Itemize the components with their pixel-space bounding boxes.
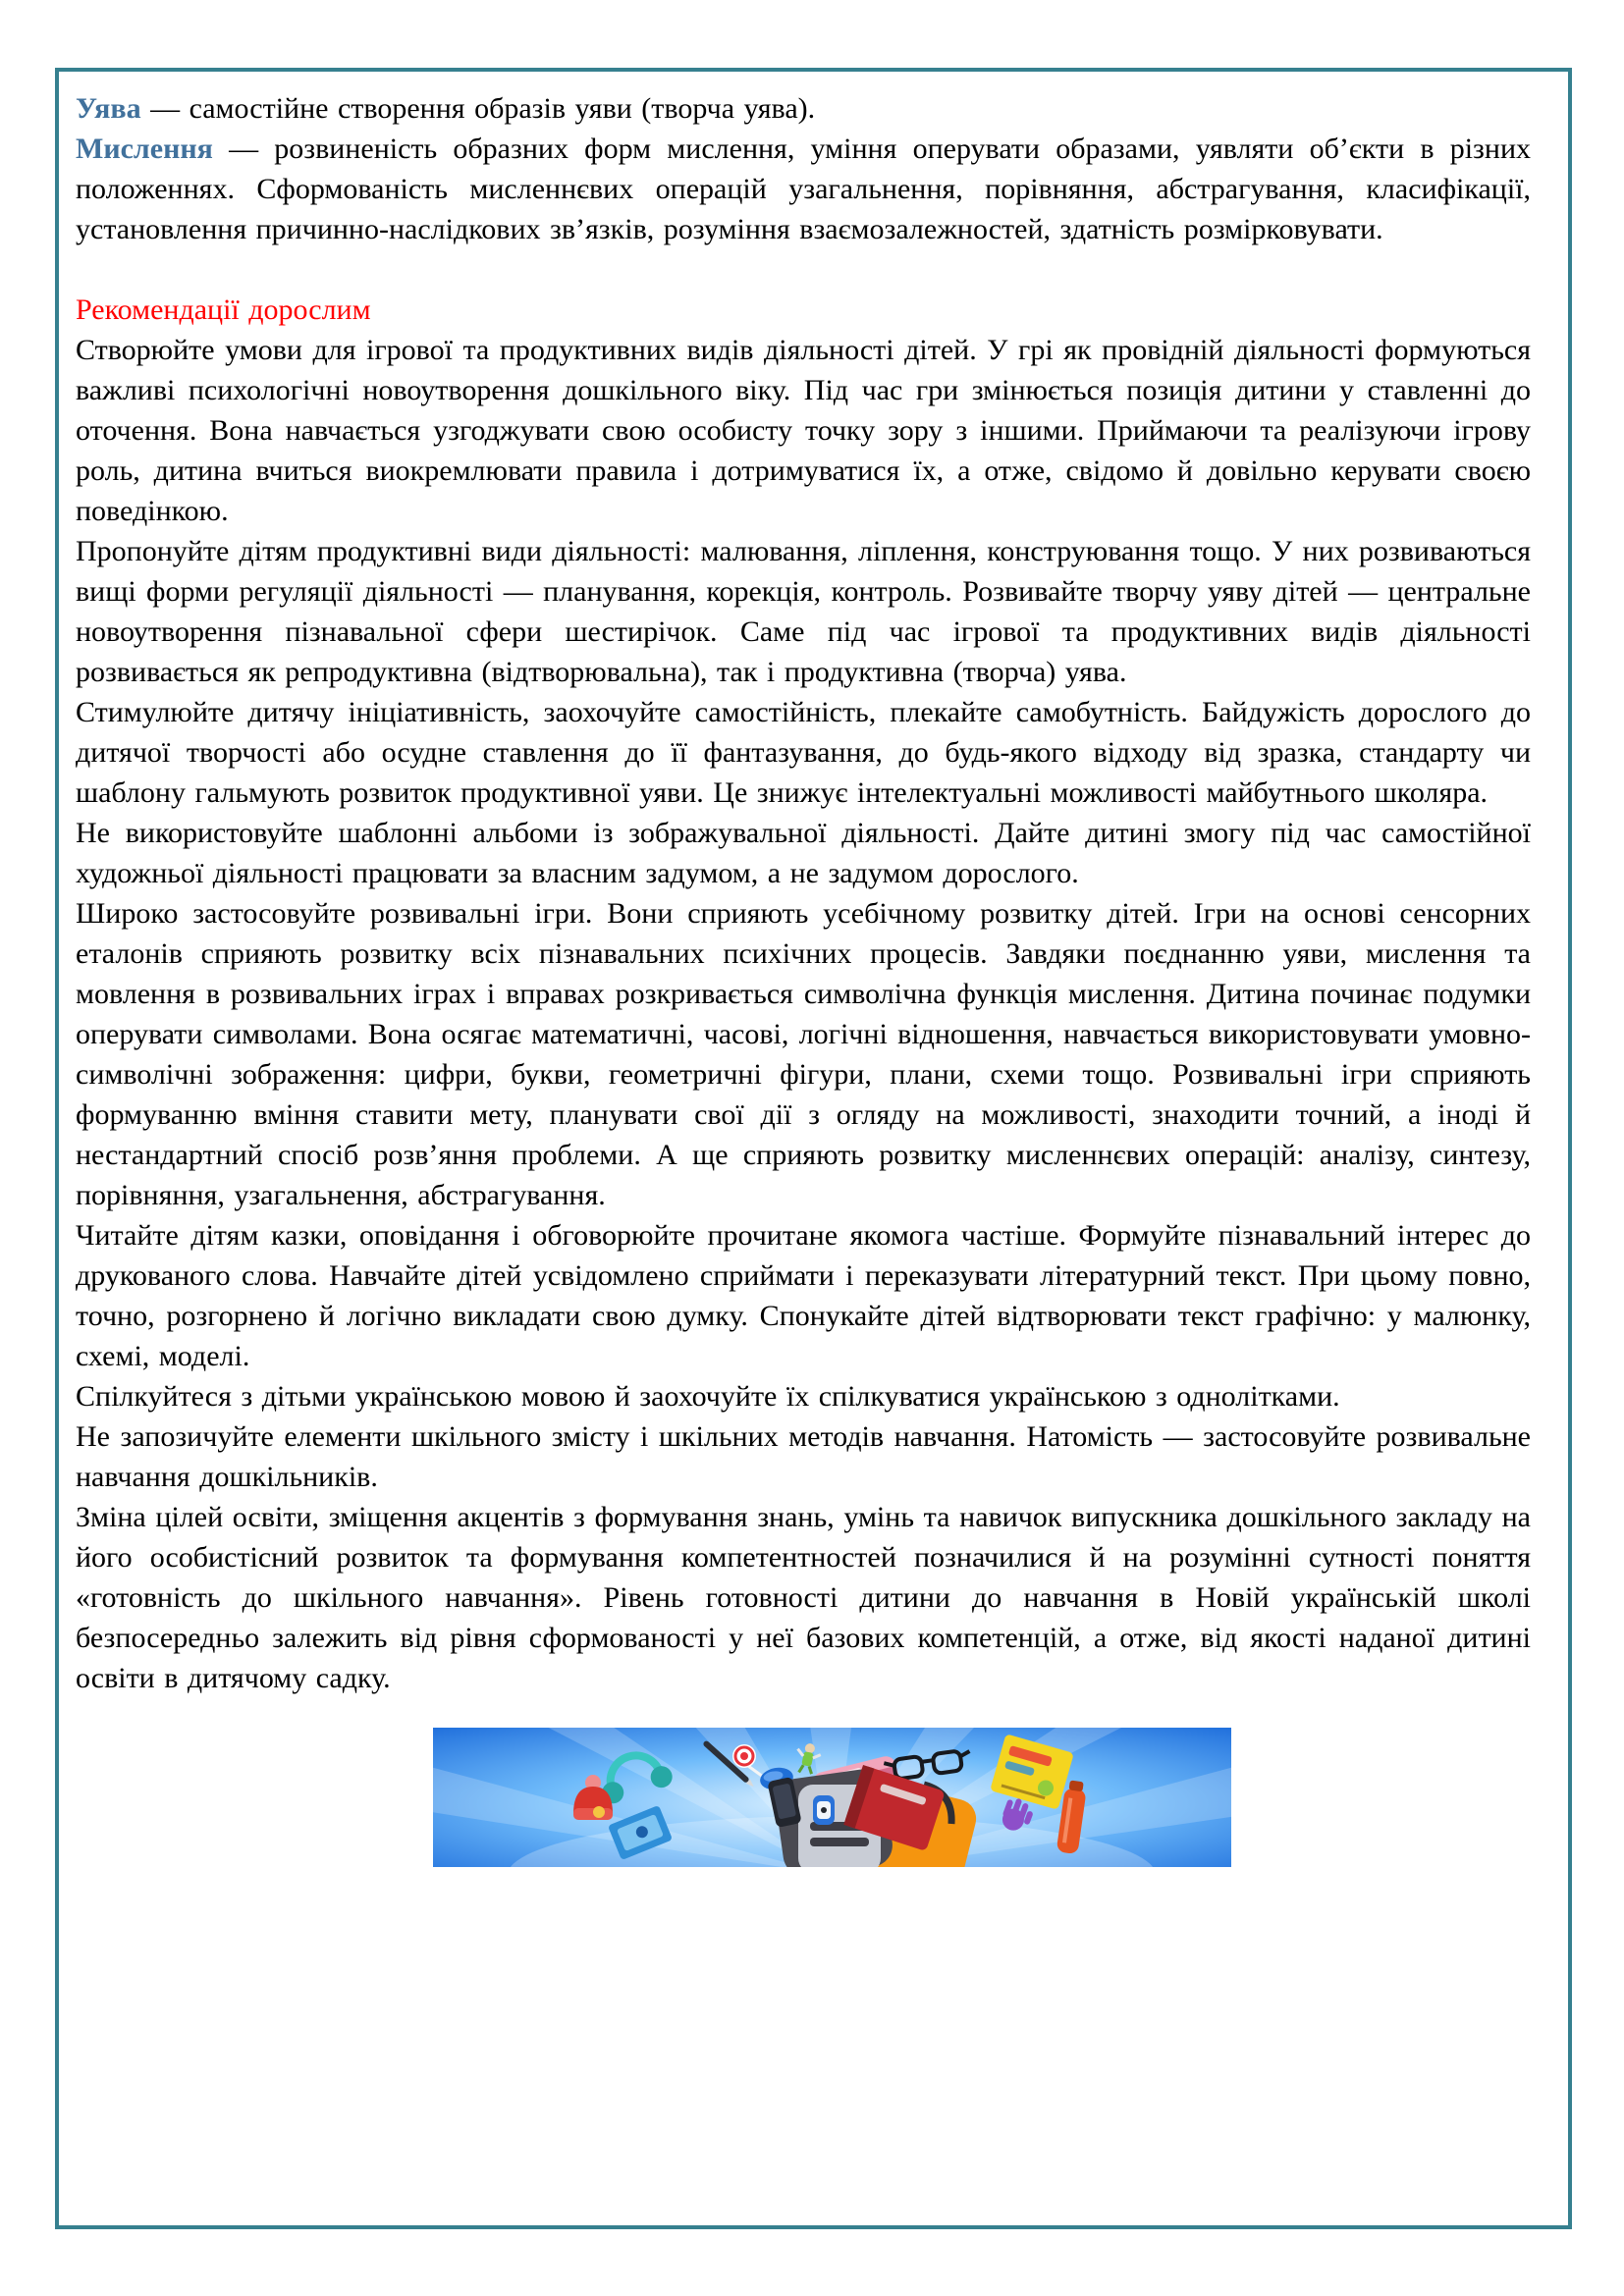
recommendation-paragraph-3: Стимулюйте дитячу ініціативність, заохочуйте самостійність, плекайте самобутність. Байдужість дорослого до дитячої творчості або осудне ставлення до її фантазування, до будь-якого відходу від зразка, стандарту чи шаблону гальмують розвиток продуктивної уяви. Це знижує інтелектуальні можливості майбутнього школяра. [76, 696, 1531, 809]
definition-imagination [76, 88, 1531, 129]
page-border [55, 68, 1572, 2229]
recommendations-heading: Рекомендації дорослим [76, 294, 371, 326]
recommendation-paragraph-8: Не запозичуйте елементи шкільного змісту і шкільних методів навчання. Натомість — застосовуйте розвивальне навчання дошкільників. [76, 1420, 1531, 1493]
recommendation-paragraph-1: Створюйте умови для ігрової та продуктивних видів діяльності дітей. У грі як провідній діяльності формуються важливі психологічні новоутворення дошкільного віку. Під час гри змінюється позиція дитини у ставленні до оточення. Вона навчається узгоджувати свою особисту точку зору з іншими. Приймаючи та реалізуючи ігрову роль, дитина вчиться виокремлювати правила і дотримуватися їх, а отже, свідомо й довільно керувати своєю поведінкою. [76, 334, 1531, 527]
recommendation-paragraph-4: Не використовуйте шаблонні альбоми із зображувальної діяльності. Дайте дитині змогу під час самостійної художньої діяльності працювати за власним задумом, а не задумом дорослого. [76, 817, 1531, 889]
recommendation-paragraph-5: Широко застосовуйте розвивальні ігри. Вони сприяють усебічному розвитку дітей. Ігри на основі сенсорних еталонів сприяють розвитку всіх пізнавальних психічних процесів. Завдяки поєднанню уяви, мислення та мовлення в розвивальних іграх і вправах розкривається символічна функція мислення. Дитина починає подумки оперувати символами. Вона осягає математичні, часові, логічні відношення, навчається використовувати умовно-символічні зображення: цифри, букви, геометричні фігури, плани, схеми тощо. Розвивальні ігри сприяють формуванню вміння ставити мету, планувати свої дії з огляду на можливості, знаходити точний, а іноді й нестандартний спосіб розв’яння проблеми. А ще сприяють розвитку мисленнєвих операцій: аналізу, синтезу, порівняння, узагальнення, абстрагування. [76, 897, 1531, 1211]
school-supplies-banner-image [433, 1728, 1231, 1867]
term-imagination: Уява [76, 92, 141, 125]
school-supplies-banner [433, 1728, 1231, 1867]
recommendation-paragraph-9: Зміна цілей освіти, зміщення акцентів з формування знань, умінь та навичок випускника дошкільного закладу на його особистісний розвиток та формування компетентностей позначилися й на розумінні сутності поняття «готовність до шкільного навчання». Рівень готовності дитини до навчання в Новій українській школі безпосередньо залежить від рівня сформованості у неї базових компетенцій, а отже, від якості наданої дитині освіти в дитячому садку. [76, 1501, 1531, 1694]
definition-imagination-text: — самостійне створення образів уяви (творча уява). [140, 92, 816, 125]
recommendation-paragraph-6: Читайте дітям казки, оповідання і обговорюйте прочитане якомога частіше. Формуйте пізнавальний інтерес до друкованого слова. Навчайте дітей усвідомлено сприймати і переказувати літературний текст. При цьому повно, точно, розгорнено й логічно викладати свою думку. Спонукайте дітей відтворювати текст графічно: у малюнку, схемі, моделі. [76, 1219, 1531, 1372]
definition-thinking-text: — розвиненість образних форм мислення, уміння оперувати образами, уявляти об’єкти в різних положеннях. Сформованість мисленнєвих операцій узагальнення, порівняння, абстрагування, класифікації, установлення причинно-наслідкових зв’язків, розуміння взаємозалежностей, здатність розмірковувати. [76, 133, 1531, 245]
definition-thinking [76, 129, 1531, 249]
smartwatch-icon [813, 1795, 835, 1825]
term-thinking: Мислення [76, 133, 213, 165]
recommendation-paragraph-7: Спілкуйтеся з дітьми українською мовою й заохочуйте їх спілкуватися українською з однолітками. [76, 1380, 1340, 1413]
recommendation-paragraph-2: Пропонуйте дітям продуктивні види діяльності: малювання, ліплення, конструювання тощо. У них розвиваються вищі форми регуляції діяльності — планування, корекція, контроль. Розвивайте творчу уяву дітей — центральне новоутворення пізнавальної сфери шестирічок. Саме під час ігрової та продуктивних видів діяльності розвивається як репродуктивна (відтворювальна), так і продуктивна (творча) уява. [76, 535, 1531, 688]
